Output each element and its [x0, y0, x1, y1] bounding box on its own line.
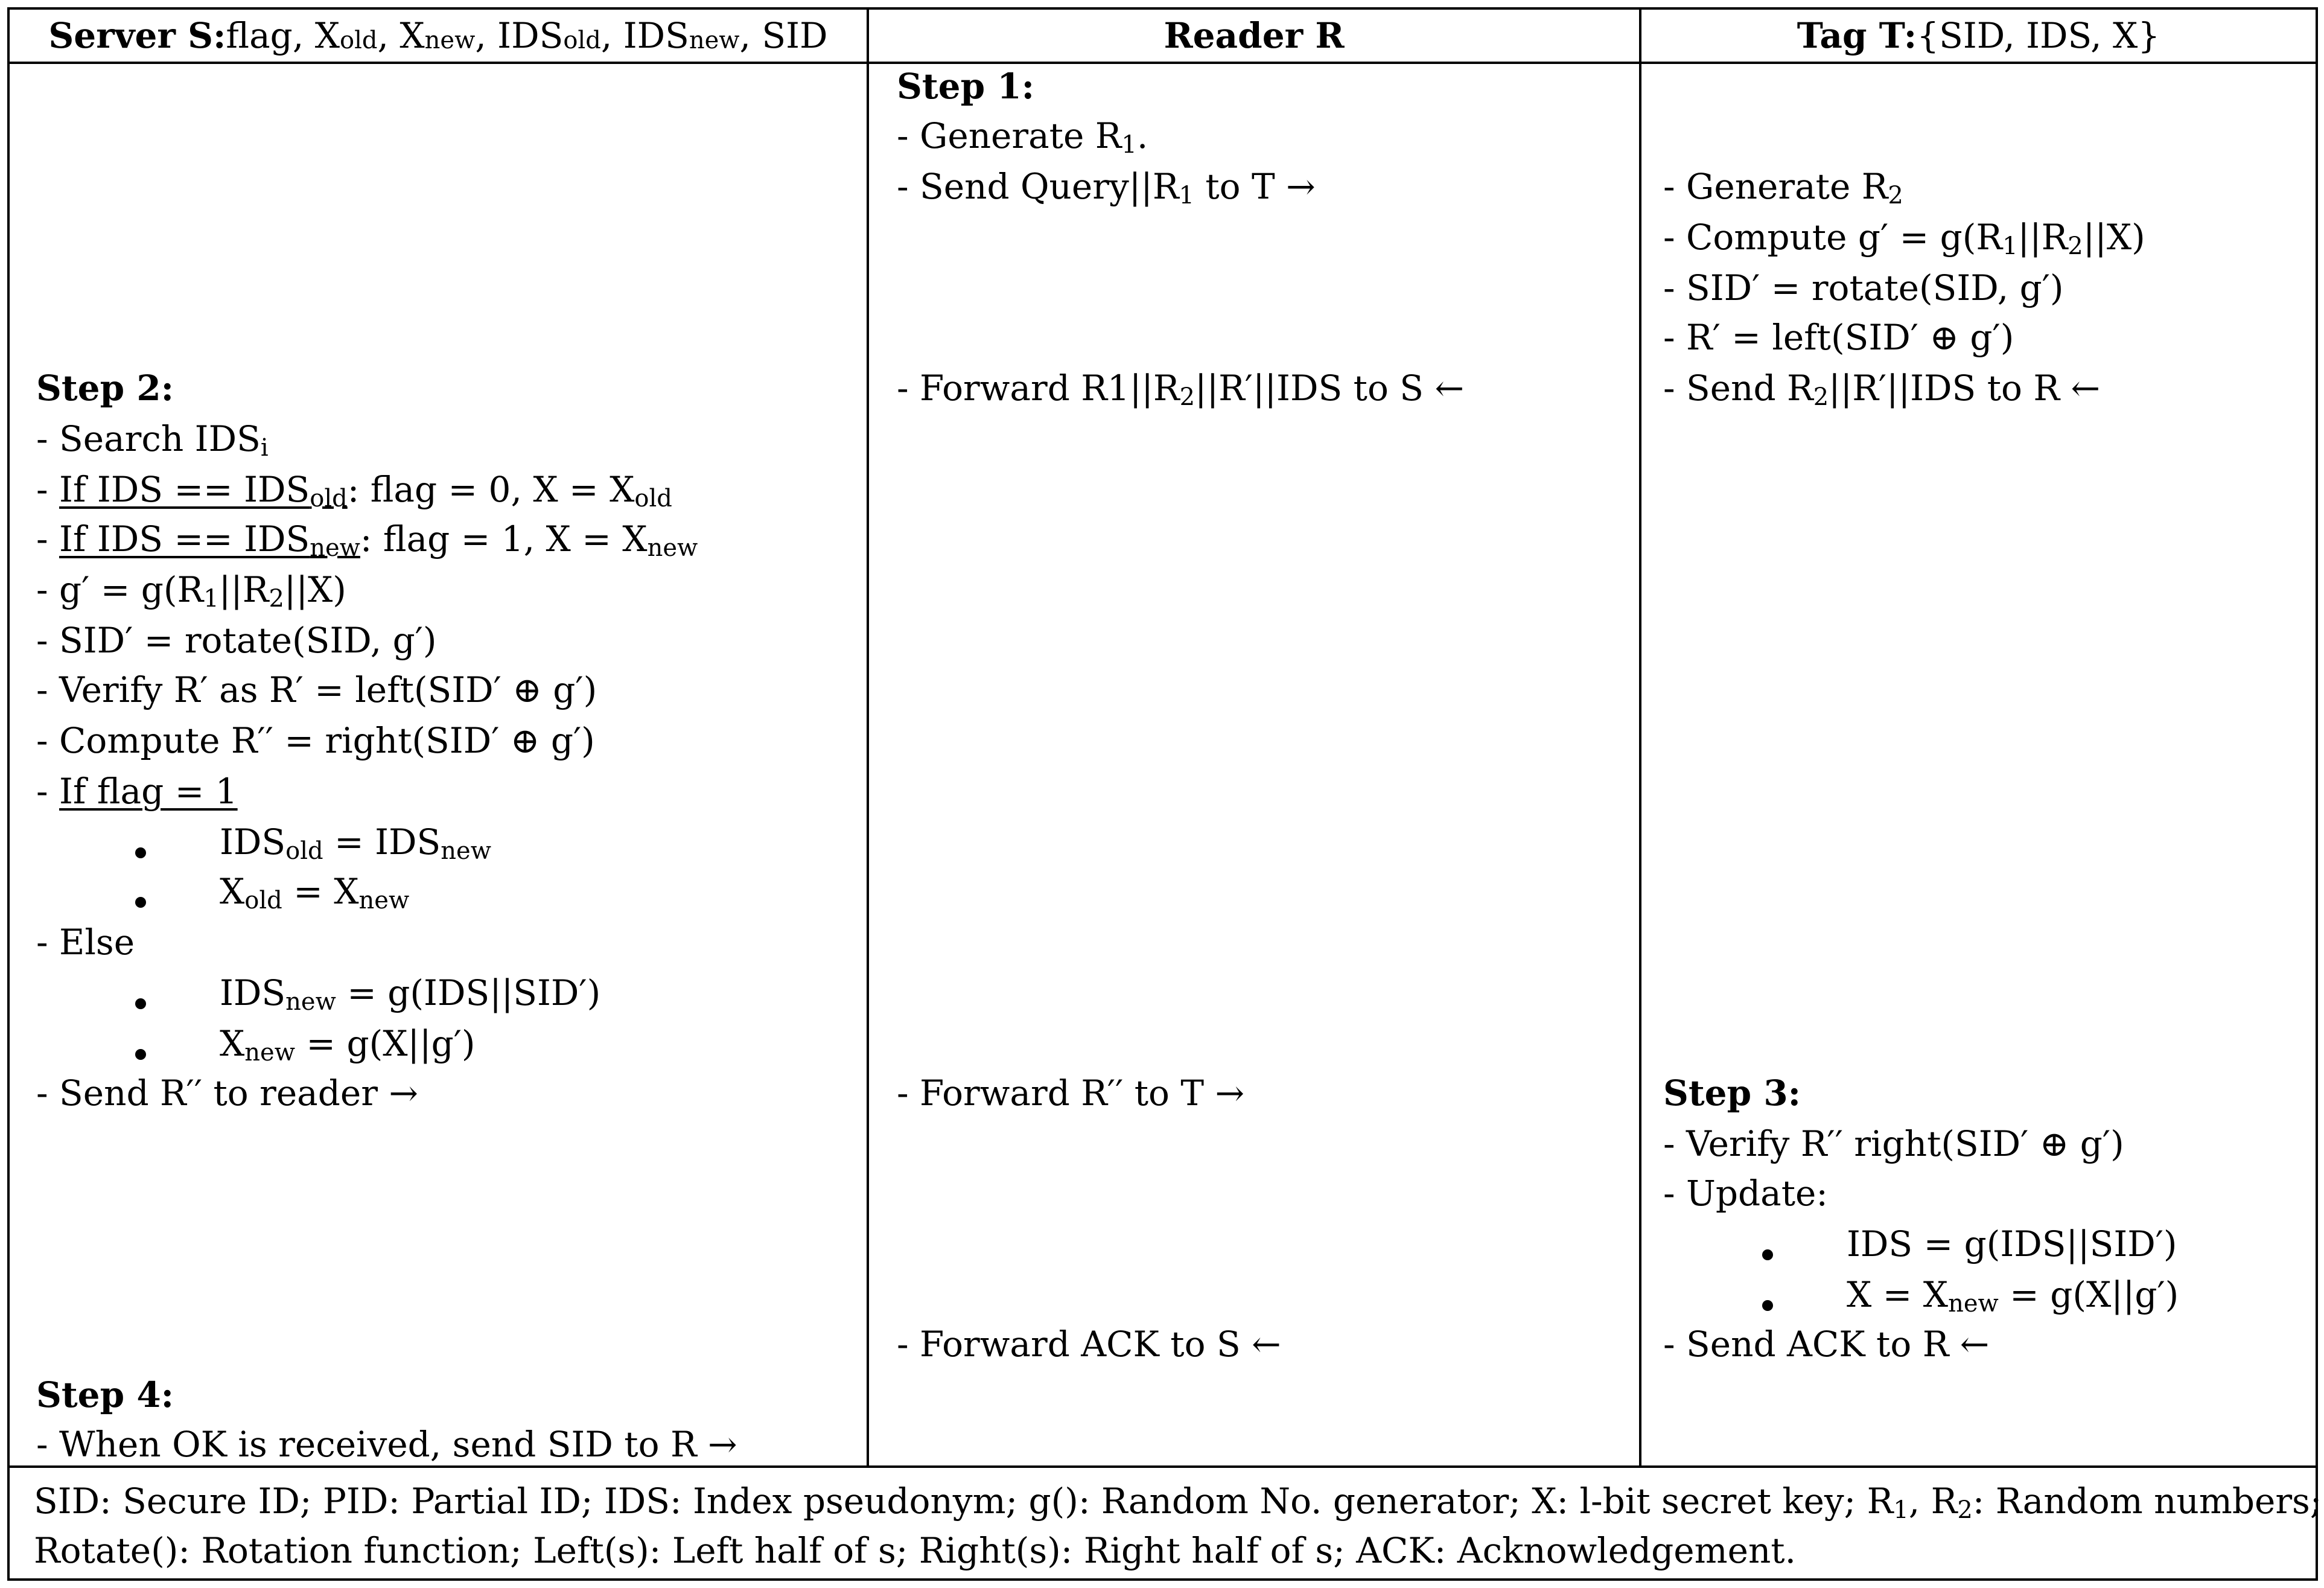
- server-bullet-4: $X_{new} = g(X||g')$: [220, 1023, 476, 1067]
- bullet-icon: [135, 897, 146, 908]
- tag-generate-r2: - Generate $R_2$: [1663, 166, 1903, 209]
- header-tag: Tag T: {SID, IDS, X}: [1797, 15, 2160, 56]
- tag-update-ids: IDS = g(IDS||SID′): [1847, 1223, 2177, 1264]
- column-divider-2: [1639, 10, 1641, 1468]
- bullet-icon: [135, 847, 146, 858]
- server-else: - Else: [36, 922, 135, 963]
- bullet-icon: [135, 1049, 146, 1060]
- server-sid-rotate: - SID′ = rotate(SID, g′): [36, 620, 437, 661]
- server-if-flag: - If flag = 1: [36, 771, 238, 812]
- server-g: - $g' = g(R_1||R_2||X)$: [36, 569, 346, 613]
- table-header: [10, 10, 2316, 64]
- header-reader: Reader R: [1164, 15, 1345, 56]
- tag-sid-rotate: - SID′ = rotate(SID, g′): [1663, 267, 2064, 308]
- tag-send-ack: - Send ACK to R ←: [1663, 1324, 1990, 1365]
- bullet-icon: [1762, 1249, 1773, 1260]
- tag-verify: - Verify R′′ right(SID′ ⊕ g′): [1663, 1123, 2124, 1164]
- footer-line-1: SID: Secure ID; PID: Partial ID; IDS: Index pseudonym; g(): Random No. generator; X: l-bit secret key; $R_1$, $R_2$: Random numbers;: [34, 1481, 2322, 1524]
- tag-update-x: $X = X_{new} = g(X||g')$: [1847, 1274, 2179, 1318]
- server-bullet-1: $IDS_{old} = IDS_{new}$: [220, 821, 491, 865]
- server-search: - Search $IDS_i$: [36, 418, 269, 462]
- table-footer: [10, 1468, 2322, 1578]
- bullet-icon: [135, 998, 146, 1009]
- server-if-old: - If IDS == $IDS_{old}$: flag = 0, $X = X_{old}$: [36, 469, 672, 512]
- reader-forward-3: - Forward ACK to S ←: [897, 1324, 1281, 1365]
- tag-update: - Update:: [1663, 1173, 1828, 1214]
- reader-step1: Step 1:: [897, 66, 1035, 107]
- server-compute: - Compute R′′ = right(SID′ ⊕ g′): [36, 720, 595, 761]
- tag-send-r2: - Send $R_2||R'||IDS$ to R ←: [1663, 368, 2101, 411]
- footer-line-2: Rotate(): Rotation function; Left(s): Left half of s; Right(s): Right half of s; ACK: Acknowledgement.: [34, 1530, 1797, 1571]
- server-if-new: - If IDS == $IDS_{new}$: flag = 1, $X = X_{new}$: [36, 518, 698, 562]
- reader-generate-r1: - Generate $R_1$.: [897, 115, 1148, 159]
- tag-r-left: - R′ = left(SID′ ⊕ g′): [1663, 317, 2014, 358]
- header-server: Server S: flag, X $_{old}$ , X $_{new}$ , IDS $_{old}$ , IDS $_{new}$ , SID: [48, 15, 828, 56]
- tag-compute-g: - Compute $g' = g(R_1||R_2||X)$: [1663, 217, 2145, 260]
- server-bullet-2: $X_{old} = X_{new}$: [220, 871, 410, 914]
- protocol-table: [7, 7, 2322, 1581]
- server-step4: Step 4:: [36, 1374, 174, 1415]
- reader-forward-1: - Forward $R1||R_2||R'||IDS$ to S ←: [897, 368, 1465, 411]
- server-send-r: - Send R′′ to reader →: [36, 1073, 418, 1114]
- bullet-icon: [1762, 1300, 1773, 1311]
- server-ok: - When OK is received, send SID to R →: [36, 1424, 737, 1465]
- column-divider-1: [867, 10, 869, 1468]
- server-verify: - Verify R′ as R′ = left(SID′ ⊕ g′): [36, 669, 597, 710]
- reader-forward-2: - Forward R′′ to T →: [897, 1073, 1245, 1114]
- server-step2: Step 2:: [36, 368, 174, 409]
- reader-send-query: - Send $Query||R_1$ to T →: [897, 166, 1316, 209]
- server-bullet-3: $IDS_{new} = g(IDS||SID')$: [220, 972, 601, 1016]
- tag-step3: Step 3:: [1663, 1073, 1801, 1114]
